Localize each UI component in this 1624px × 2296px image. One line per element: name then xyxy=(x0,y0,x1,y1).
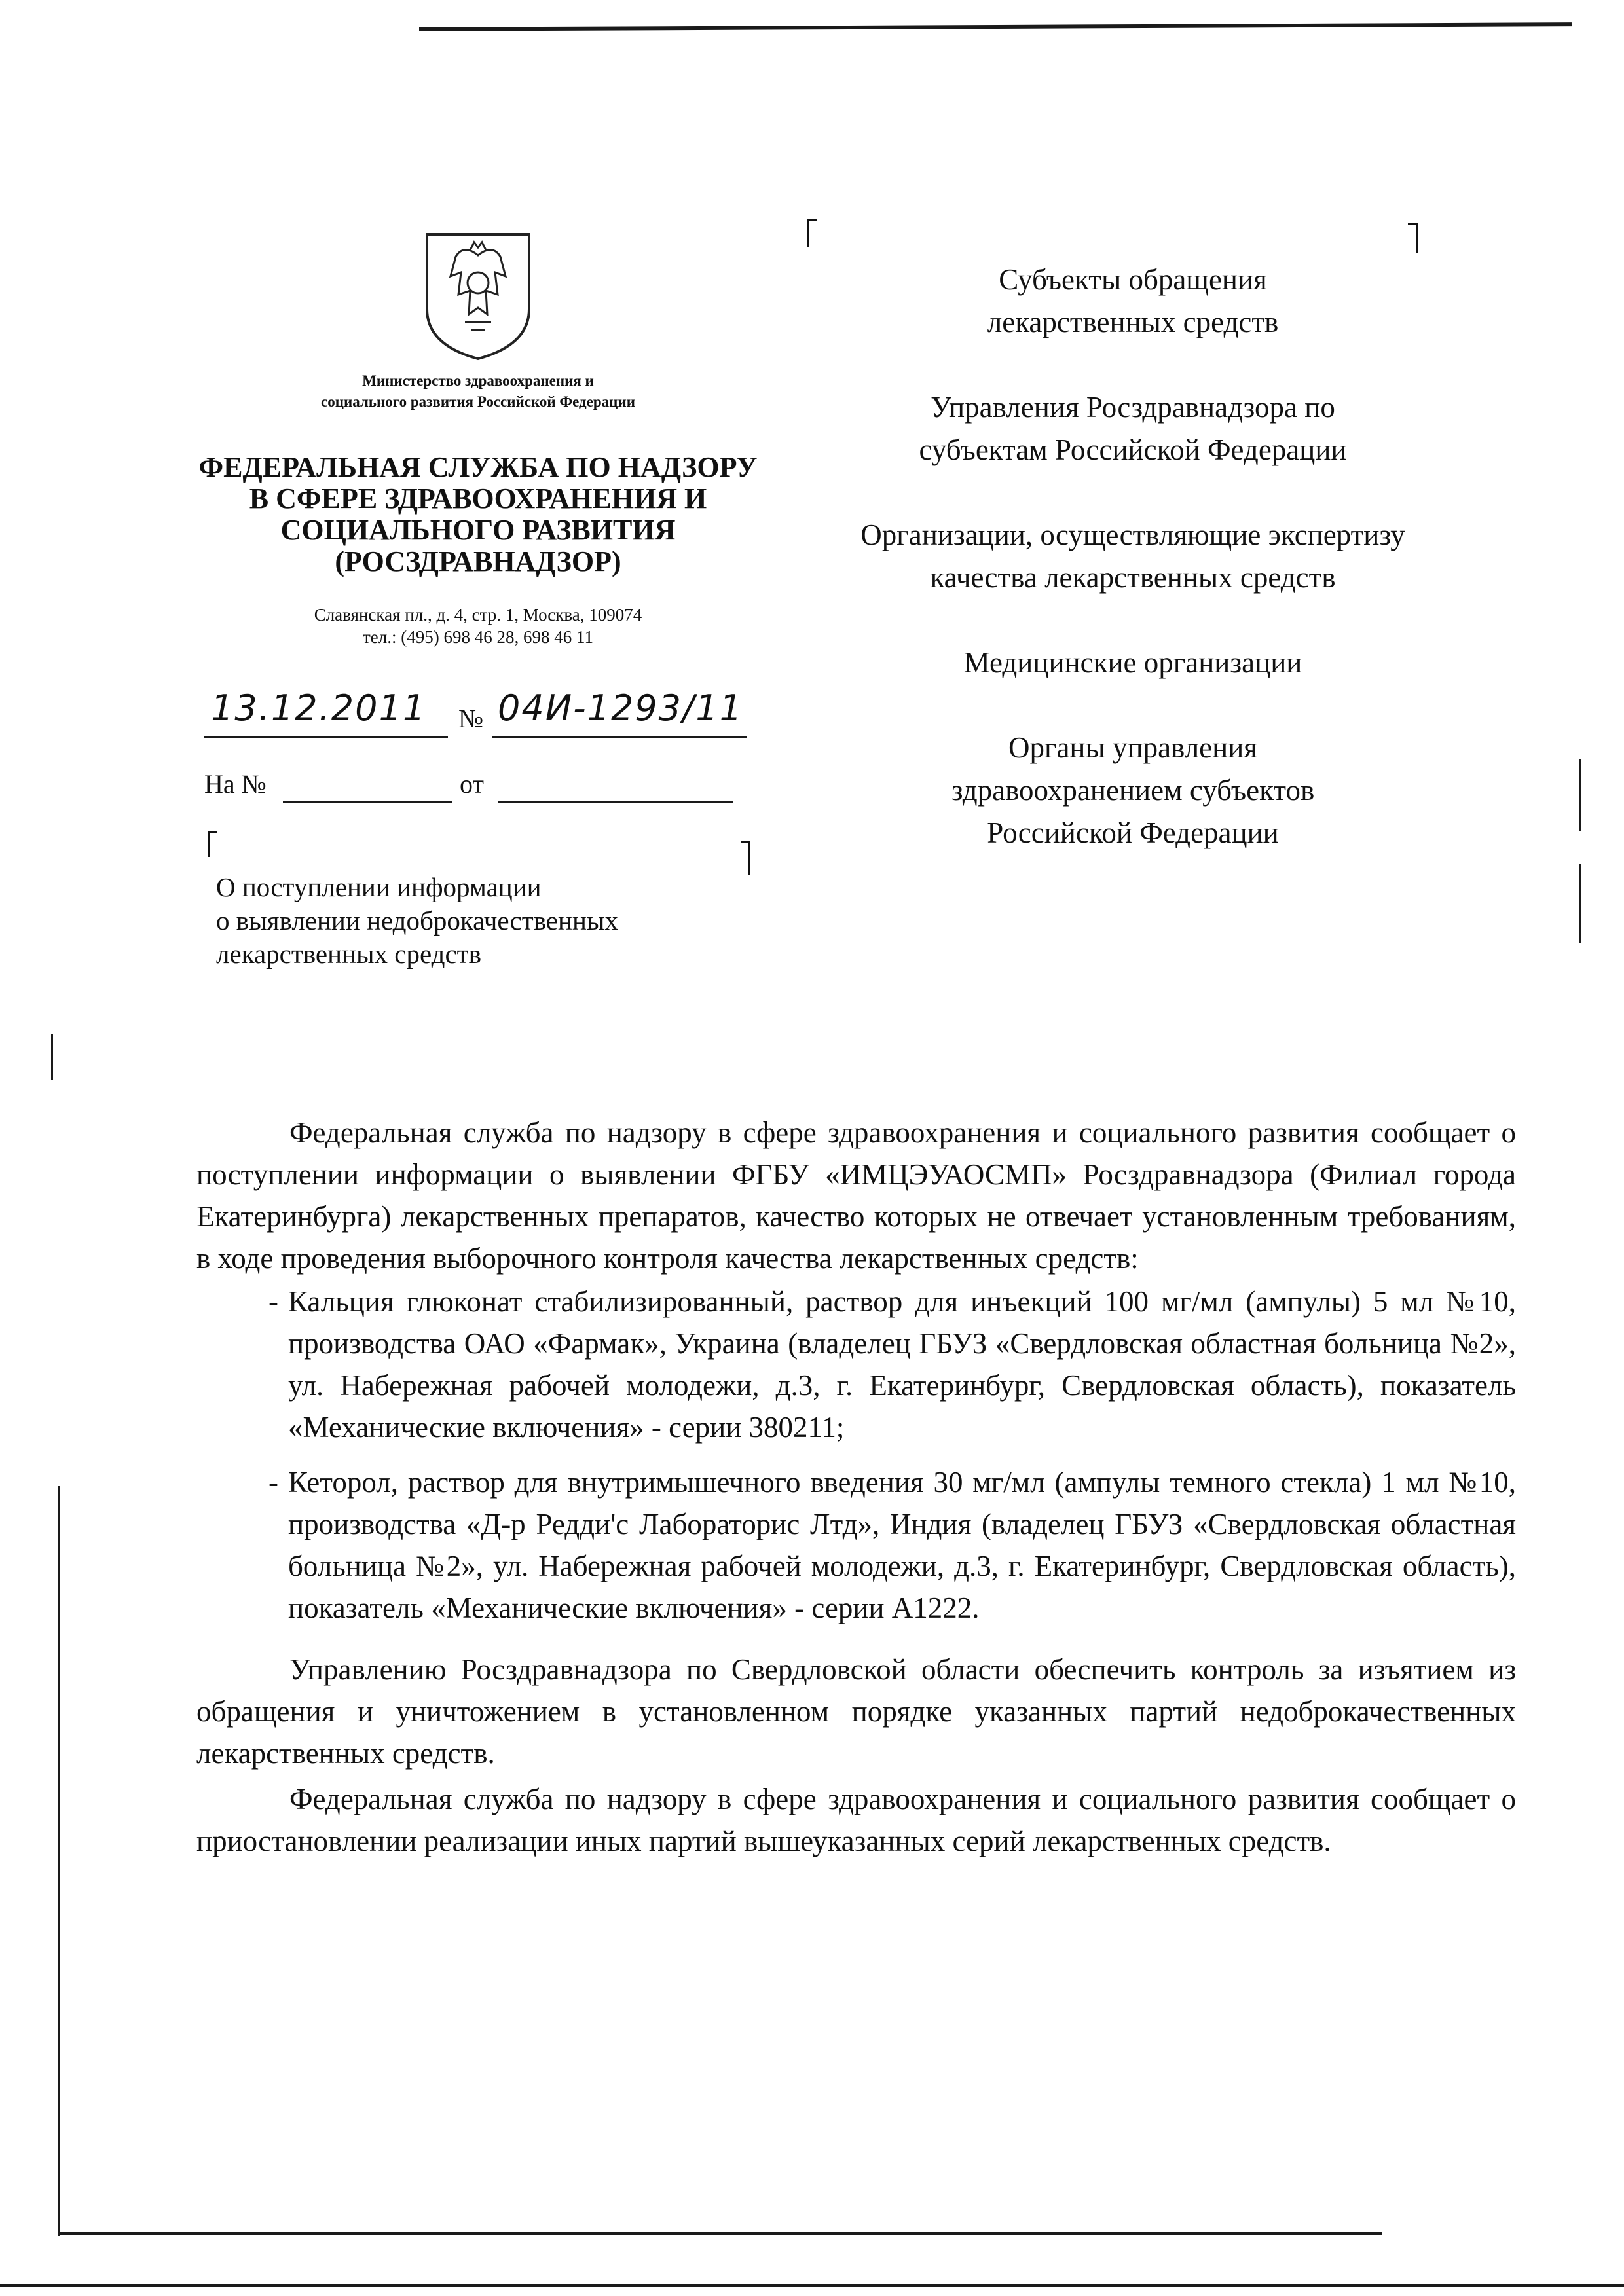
list-dash: - xyxy=(268,1285,278,1318)
date-underline xyxy=(204,736,448,738)
letter-subject xyxy=(216,871,773,971)
document-number: 04И-1293/11 xyxy=(498,687,743,729)
recipient-item: Управления Росздравнадзора по субъектам Российской Федерации xyxy=(919,391,1347,466)
list-dash: - xyxy=(268,1466,278,1499)
right-edge-mark xyxy=(1579,864,1581,943)
list-item xyxy=(196,1461,1516,1629)
agency-line: (РОСЗДРАВНАДЗОР) xyxy=(335,545,621,577)
reference-date-blank xyxy=(498,801,733,803)
left-border-line xyxy=(58,1486,60,2236)
ministry-line: социального развития Российской Федерации xyxy=(321,393,635,410)
recipient-item: Органы управления здравоохранением субъектов Российской Федерации xyxy=(951,731,1315,849)
agency-line: В СФЕРЕ ЗДРАВООХРАНЕНИЯ И xyxy=(249,483,707,515)
agency-line: ФЕДЕРАЛЬНАЯ СЛУЖБА ПО НАДЗОРУ xyxy=(198,451,758,483)
ministry-line: Министерство здравоохранения и xyxy=(362,373,594,389)
subject-line: О поступлении информации xyxy=(216,872,542,902)
subject-line: о выявлении недоброкачественных xyxy=(216,905,618,936)
recipients-bracket-right xyxy=(1408,223,1418,253)
letter-body xyxy=(196,1112,1516,1862)
reference-number-label: На № xyxy=(204,769,267,799)
top-border-line xyxy=(419,22,1572,31)
subject-bracket-left xyxy=(208,831,217,857)
recipient-item: Субъекты обращения лекарственных средств xyxy=(987,263,1279,338)
control-paragraph: Управлению Росздравнадзора по Свердловской области обеспечить контроль за изъятием из обращения и уничтожением в установленном порядке указанных партий недоброкачественных лекарственных средств. xyxy=(196,1653,1516,1770)
list-item-text: Кеторол, раствор для внутримышечного введения 30 мг/мл (ампулы темного стекла) 1 мл №10, производства «Д-р Редди'с Лабораторис Лтд», Индия (владелец ГБУЗ «Свердловская областная больница №2», ул. Набережная рабочей молодежи, д.3, г. Екатеринбург, Свердловская область), показатель «Механические включения» - серии А1222. xyxy=(288,1466,1516,1624)
reference-number-blank xyxy=(283,801,452,803)
list-item xyxy=(196,1281,1516,1448)
subject-line: лекарственных средств xyxy=(216,939,481,969)
coat-of-arms-emblem xyxy=(424,230,532,361)
ministry-name xyxy=(223,371,733,412)
list-item-text: Кальция глюконат стабилизированный, раствор для инъекций 100 мг/мл (ампулы) 5 мл №10, производства ОАО «Фармак», Украина (владелец ГБУЗ «Свердловская областная больница №2», ул. Набережная рабочей молодежи, д.3, г. Екатеринбург, Свердловская область), показатель «Механические включения» - серии 380211; xyxy=(288,1285,1516,1444)
spacer xyxy=(196,1629,1516,1649)
spacer xyxy=(196,1448,1516,1461)
right-edge-mark xyxy=(1579,759,1581,831)
phone-line: тел.: (495) 698 46 28, 698 46 11 xyxy=(363,627,593,647)
number-underline xyxy=(492,736,747,738)
agency-name xyxy=(190,452,766,577)
footer-line xyxy=(59,2232,1382,2235)
reference-date-label: от xyxy=(460,769,484,799)
agency-line: СОЦИАЛЬНОГО РАЗВИТИЯ xyxy=(280,514,676,546)
recipient-item: Медицинские организации xyxy=(963,646,1302,679)
intro-paragraph: Федеральная служба по надзору в сфере здравоохранения и социального развития сообщает о поступлении информации о выявлении ФГБУ «ИМЦЭУАОСМП» Росздравнадзора (Филиал города Екатеринбурга) лекарственных препаратов, качество которых не отвечает установленным требованиям, в ходе проведения выборочного контроля качества лекарственных средств: xyxy=(196,1116,1516,1275)
recipients-list xyxy=(838,259,1428,854)
left-edge-mark xyxy=(51,1034,53,1080)
bottom-border-line xyxy=(0,2284,1624,2287)
recipient-item: Организации, осуществляющие экспертизу качества лекарственных средств xyxy=(860,519,1405,594)
recipients-bracket-left xyxy=(807,219,817,247)
number-sign: № xyxy=(458,704,484,733)
suspension-paragraph: Федеральная служба по надзору в сфере здравоохранения и социального развития сообщает о приостановлении реализации иных партий вышеуказанных серий лекарственных средств. xyxy=(196,1783,1516,1857)
address-line: Славянская пл., д. 4, стр. 1, Москва, 109074 xyxy=(314,605,642,625)
document-date: 13.12.2011 xyxy=(211,687,427,729)
agency-address xyxy=(223,604,733,648)
